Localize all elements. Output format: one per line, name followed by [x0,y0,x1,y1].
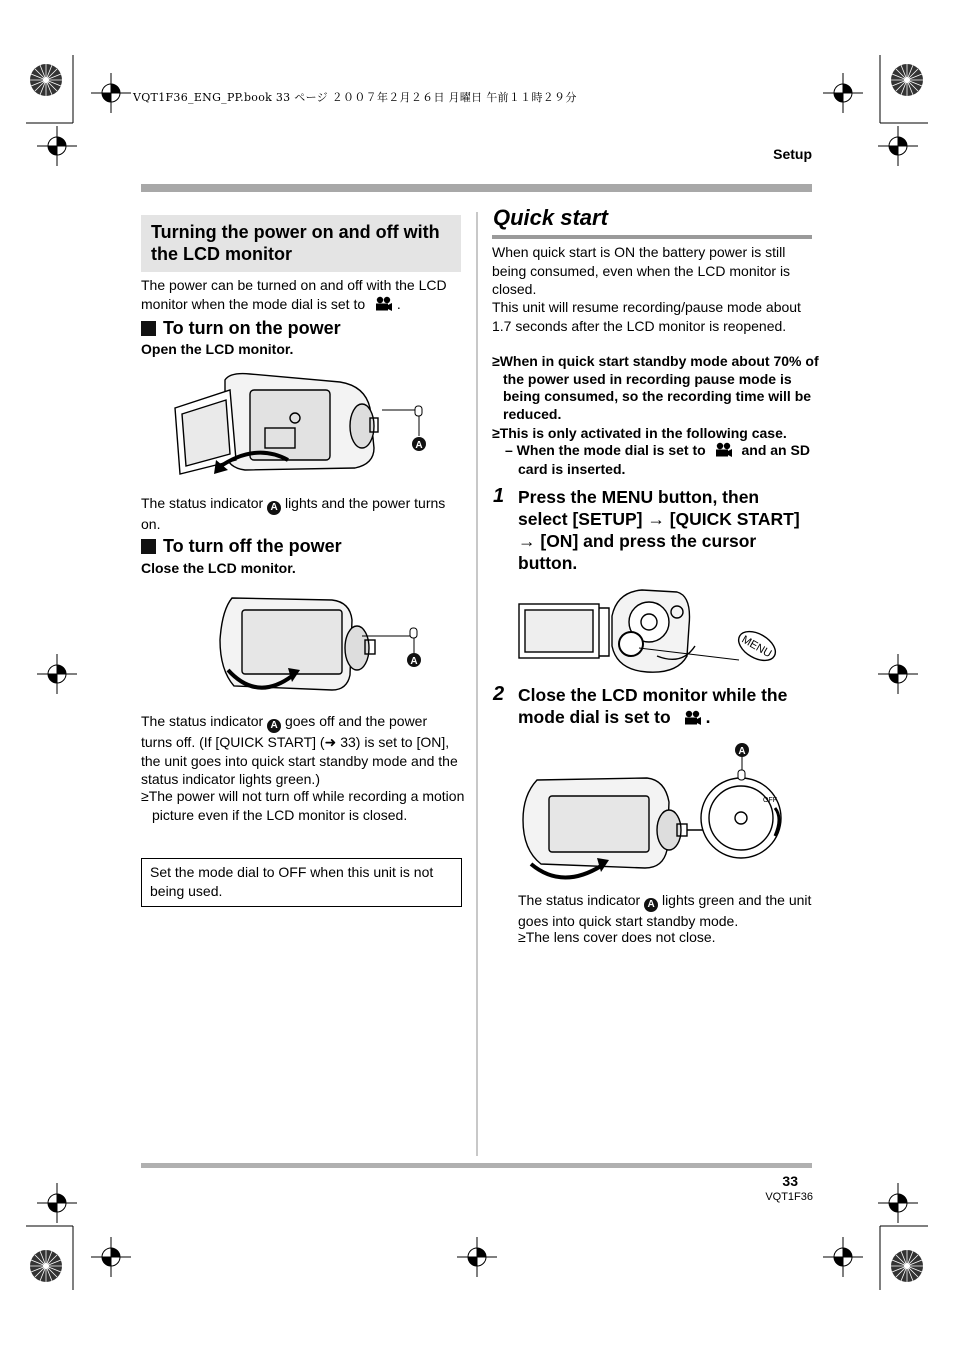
subitem-text-before: – When the mode dial is set to [505,442,706,458]
quick-start-bullet1 [492,353,823,424]
on-text-after: lights and the power turns on. [141,495,446,532]
quick-start-bullet2-text: This is only activated in the following case. [499,425,787,441]
indicator-a-icon: A [267,501,281,515]
after-text-after: lights green and the unit goes into quick start standby mode. [518,892,812,929]
turn-off-bullet-text: The power will not turn off while recording a motion picture even if the LCD monitor is closed. [148,788,465,823]
intro-paragraph [141,276,461,313]
off-text-before: The status indicator [141,713,264,729]
registration-mark [878,654,918,694]
top-rule [141,184,812,192]
column-divider [476,212,478,1156]
off-text-after: goes off and the power turns off. (If [QUICK START] (➜ 33) is set to [ON], the unit goes into quick start standby mode and the status indicator lights green.) [141,713,458,787]
turn-on-heading [141,318,461,339]
turn-off-result [141,712,461,789]
page-number: 33 [782,1173,798,1189]
registration-mark [91,73,131,113]
quick-start-para2: This unit will resume recording/pause mode about 1.7 seconds after the LCD monitor is reopened. [492,299,801,334]
motion-picture-mode-icon [715,442,733,458]
bottom-rule [141,1163,812,1168]
turn-off-heading [141,536,461,557]
quick-start-subitem [505,441,823,478]
intro-end: . [396,295,401,312]
dial-off-label: OFF [763,797,777,804]
section-label: Setup [773,146,812,162]
indicator-label-a: A [738,746,746,757]
indicator-label-a: A [410,656,418,667]
step-2-text-main: Close the LCD monitor while the mode dial is set to [518,685,788,727]
starburst-mark-tl [26,60,66,100]
mode-dial-illustration [517,740,785,880]
turn-off-instruction: Close the LCD monitor. [141,560,296,576]
turn-on-result [141,494,461,534]
note-text: Set the mode dial to OFF when this unit is not being used. [150,864,434,899]
quick-start-bullet1-text: When in quick start standby mode about 70% of the power used in recording pause mode is being consumed, so the recording time will be reduced. [499,353,819,423]
menu-button-illustration [517,586,779,678]
quick-start-rule [492,235,812,239]
starburst-mark-bl [26,1246,66,1286]
print-info-line: VQT1F36_ENG_PP.book 33 ページ ２００７年２月２６日 月曜日 午前１１時２９分 [133,91,577,104]
step-1-text: Press the MENU button, then select [SETUP] → [QUICK START] → [ON] and press the cursor button. [518,487,800,573]
model-code: VQT1F36 [765,1191,813,1203]
starburst-mark-tr [887,60,927,100]
registration-mark [91,1237,131,1277]
section-title: Turning the power on and off with the LCD monitor [151,222,440,264]
motion-picture-mode-icon [375,296,393,312]
quick-start-title: Quick start [493,205,608,230]
registration-mark [878,1183,918,1223]
registration-mark [37,1183,77,1223]
indicator-a-icon: A [267,719,281,733]
starburst-mark-br [887,1246,927,1286]
turn-off-heading-text: To turn off the power [163,536,342,556]
registration-mark [457,1237,497,1277]
step-2-number: 2 [493,683,505,705]
motion-picture-mode-icon [684,710,702,726]
step-2-end: . [705,707,711,727]
bullet-icon: ≥ [518,929,526,945]
camera-lcd-open-illustration [170,368,440,480]
step-2-result [518,891,812,931]
step-1-number: 1 [493,485,505,507]
menu-button-label: MENU [739,633,774,661]
square-bullet-icon [141,321,156,336]
registration-mark [823,73,863,113]
registration-mark [37,126,77,166]
quick-start-para1: When quick start is ON the battery power is still being consumed, even when the LCD monitor is closed. [492,244,791,297]
after-text-before: The status indicator [518,892,641,908]
registration-mark [823,1237,863,1277]
intro-text: The power can be turned on and off with the LCD monitor when the mode dial is set to [141,277,447,312]
subitem-text-after: and an SD card is inserted. [518,442,810,477]
bullet-icon: ≥ [141,788,149,804]
step-2-bullet [518,928,812,947]
bullet-icon: ≥ [492,425,500,441]
indicator-label-a: A [415,440,423,451]
step-2-bullet-text: The lens cover does not close. [525,929,716,945]
indicator-a-icon: A [644,898,658,912]
camera-lcd-close-illustration [212,590,438,700]
step-2-text [518,684,812,728]
quick-start-bullet2 [492,424,823,443]
bullet-icon: ≥ [492,353,500,369]
on-text-before: The status indicator [141,495,264,511]
registration-mark [37,654,77,694]
turn-off-bullet [141,787,472,824]
square-bullet-icon [141,539,156,554]
registration-mark [878,126,918,166]
turn-on-heading-text: To turn on the power [163,318,341,338]
turn-on-instruction: Open the LCD monitor. [141,341,294,357]
